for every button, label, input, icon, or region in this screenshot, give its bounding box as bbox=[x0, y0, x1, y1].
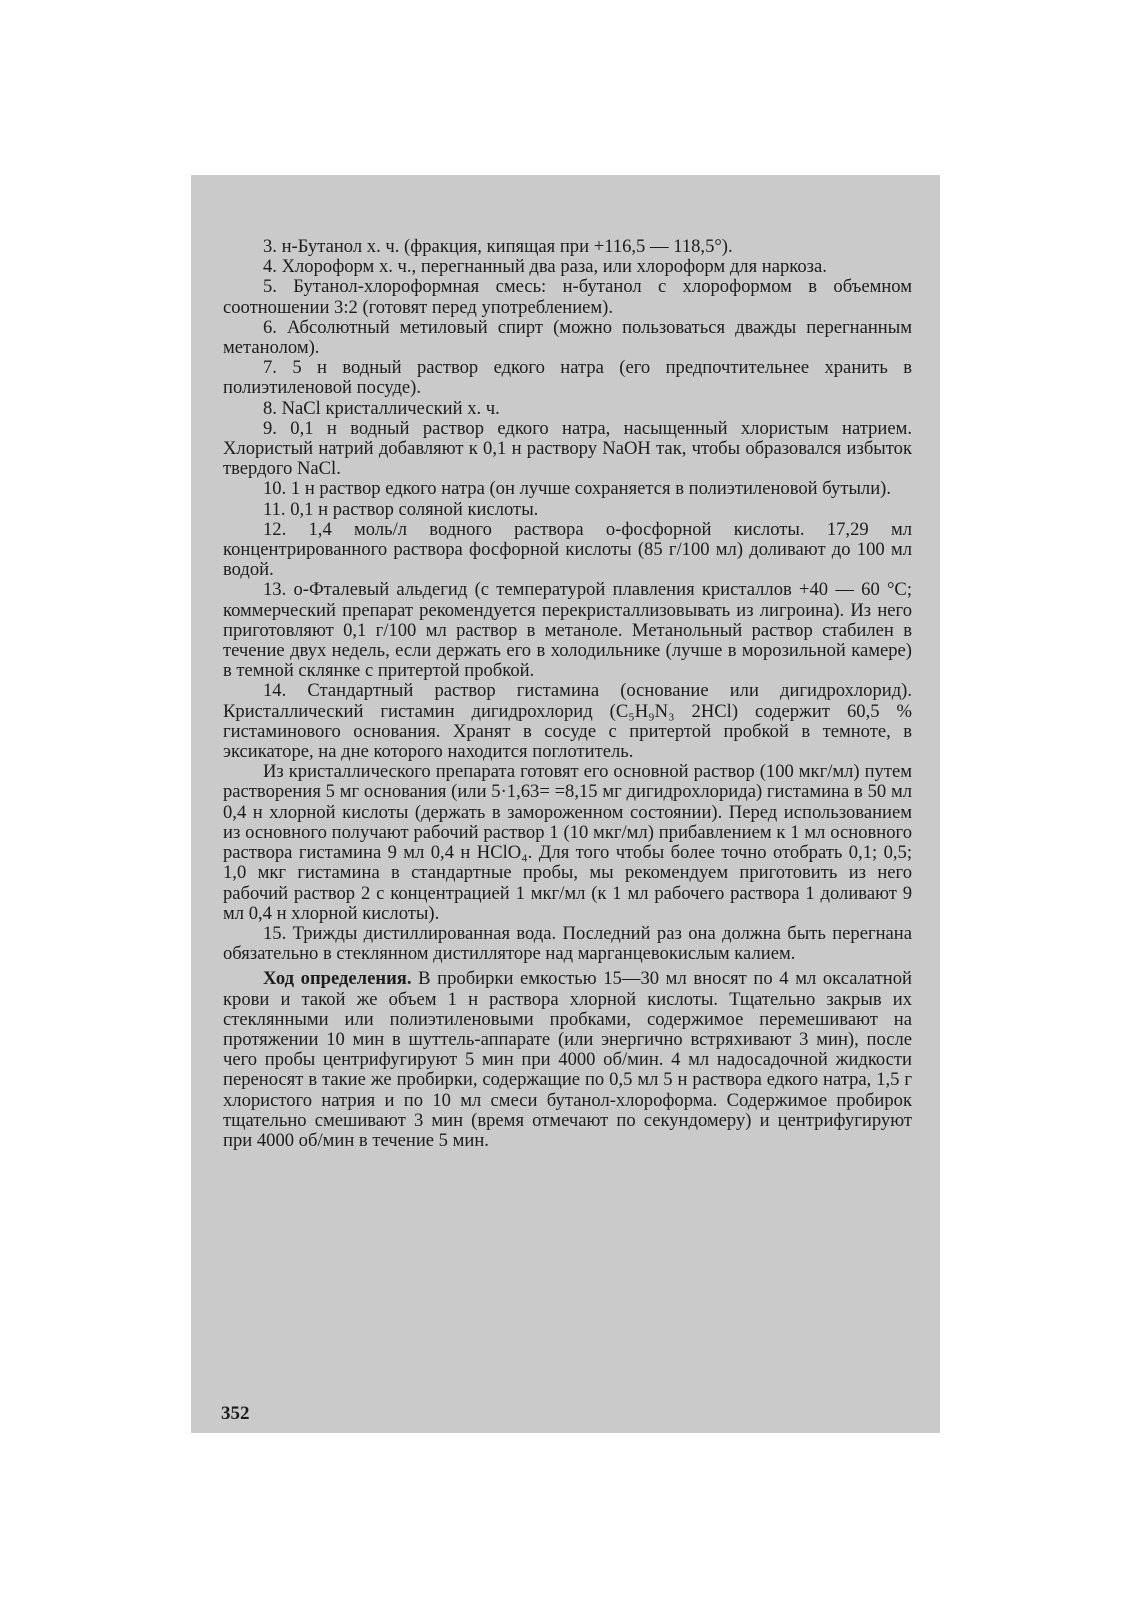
page-number: 352 bbox=[221, 1403, 250, 1424]
procedure-paragraph bbox=[223, 969, 912, 1151]
procedure-heading: Ход определения. bbox=[263, 968, 412, 990]
item-8: 8. NaCl кристаллический х. ч. bbox=[263, 397, 500, 419]
item-9: 9. 0,1 н водный раствор едкого натра, насыщенный хлористым натрием. Хлористый натрий добавляют к 0,1 н раствору NaOH так, чтобы образовался избыток твердого NaCl. bbox=[223, 417, 912, 480]
page-body bbox=[223, 237, 912, 1151]
item-3: 3. н-Бутанол х. ч. (фракция, кипящая при +116,5 — 118,5°). bbox=[263, 236, 733, 257]
item-14: 14. Стандартный раствор гистамина (основание или дигидрохлорид). Кристаллический гистамин дигидрохлорид (C₅H₉N₃ 2HCl) содержит 60,5 % гистаминового основания. Хранят в сосуде с притертой пробкой в темноте, в эксикаторе, на дне которого находится поглотитель. bbox=[223, 680, 912, 763]
procedure-text: В пробирки емкостью 15—30 мл вносят по 4 мл оксалатной крови и такой же объем 1 н раствора хлорной кислоты. Тщательно закрыв их стеклянными или полиэтиленовыми пробками, содержимое перемешивают на протяжении 10 мин в шуттель-аппарате (или энергично встряхивают 3 мин), после чего пробы центрифугируют 5 мин при 4000 об/мин. 4 мл надосадочной жидкости переносят в такие же пробирки, содержащие по 0,5 мл 5 н раствора едкого натра, 1,5 г хлористого натрия и по 10 мл смеси бутанол-хлороформа. Содержимое пробирок тщательно смешивают 3 мин (время отмечают по секундомеру) и центрифугируют при 4000 об/мин в течение 5 мин. bbox=[223, 968, 913, 1151]
item-6: 6. Абсолютный метиловый спирт (можно пользоваться дважды перегнанным метанолом). bbox=[223, 316, 912, 359]
item-15: 15. Трижды дистиллированная вода. Последний раз она должна быть перегнана обязательно в стеклянном дистилляторе над марганцевокислым калием. bbox=[223, 922, 912, 965]
item-14-preparation: Из кристаллического препарата готовят его основной раствор (100 мкг/мл) путем растворения 5 мг основания (или 5·1,63= =8,15 мг дигидрохлорида) гистамина в 50 мл 0,4 н хлорной кислоты (держать в замороженном состоянии). Перед использованием из основного получают рабочий раствор 1 (10 мкг/мл) прибавлением к 1 мл основного раствора гистамина 9 мл 0,4 н HClO₄. Для того чтобы более точно отобрать 0,1; 0,5; 1,0 мкг гистамина в стандартные пробы, мы рекомендуем приготовить из него рабочий раствор 2 с концентрацией 1 мкг/мл (к 1 мл рабочего раствора 1 доливают 9 мл 0,4 н хлорной кислоты). bbox=[223, 761, 912, 924]
book-page bbox=[191, 175, 940, 1433]
item-12: 12. 1,4 моль/л водного раствора о-фосфорной кислоты. 17,29 мл концентрированного раствора фосфорной кислоты (85 г/100 мл) доливают до 100 мл водой. bbox=[223, 518, 912, 581]
item-7: 7. 5 н водный раствор едкого натра (его предпочтительнее хранить в полиэтиленовой посуде). bbox=[223, 357, 912, 399]
item-13: 13. о-Фталевый альдегид (с температурой плавления кристаллов +40 — 60 °С; коммерческий препарат рекомендуется перекристаллизовывать из лигроина). Из него приготовляют 0,1 г/100 мл раствор в метаноле. Метанольный раствор стабилен в течение двух недель, если держать его в холодильнике (лучше в морозильной камере) в темной склянке с притертой пробкой. bbox=[223, 579, 912, 682]
item-11: 11. 0,1 н раствор соляной кислоты. bbox=[263, 498, 539, 520]
item-4: 4. Хлороформ х. ч., перегнанный два раза, или хлороформ для наркоза. bbox=[263, 256, 827, 278]
item-5: 5. Бутанол-хлороформная смесь: н-бутанол с хлороформом в объемном соотношении 3:2 (готовят перед употреблением). bbox=[223, 276, 912, 318]
item-10: 10. 1 н раствор едкого натра (он лучше сохраняется в полиэтиленовой бутыли). bbox=[263, 478, 892, 500]
